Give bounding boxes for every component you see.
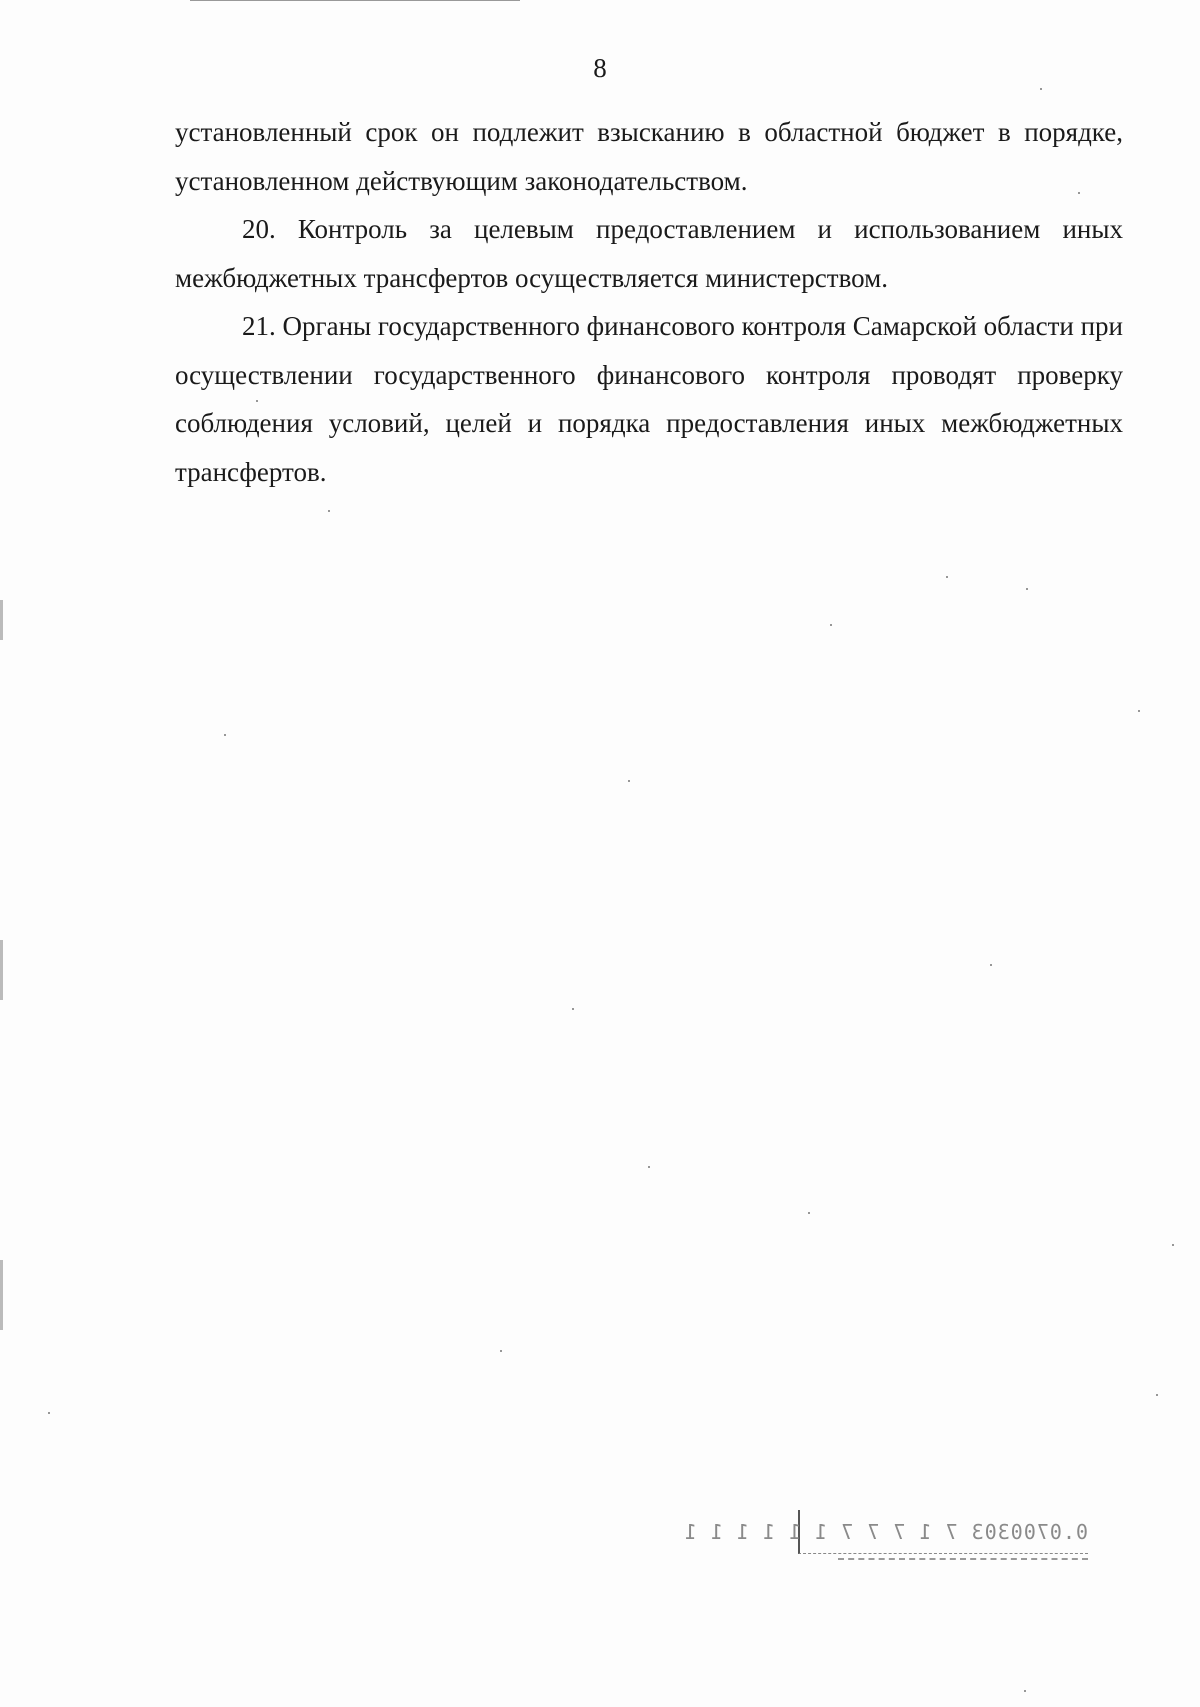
scan-speck — [500, 1350, 502, 1352]
page-number: 8 — [593, 53, 607, 83]
scan-speck — [830, 624, 832, 626]
scan-edge-line — [190, 0, 520, 1]
registration-stamp: 0.0700303 7 1 7 7 7 1 1 1 1 1 1 — [798, 1510, 1088, 1554]
scan-speck — [946, 576, 948, 578]
scan-speck — [224, 734, 226, 736]
scan-speck — [1172, 1244, 1174, 1246]
scan-speck — [48, 1412, 50, 1414]
scan-speck — [328, 510, 330, 512]
scan-speck — [1138, 710, 1140, 712]
scan-speck — [808, 1212, 810, 1214]
scan-edge-mark — [0, 1260, 3, 1330]
scan-speck — [1024, 1690, 1026, 1692]
scan-speck — [1078, 192, 1080, 194]
scan-speck — [1156, 1394, 1158, 1396]
stamp-underline — [838, 1558, 1088, 1566]
scan-edge-mark — [0, 600, 3, 640]
scan-speck — [628, 780, 630, 782]
scan-speck — [1026, 588, 1028, 590]
scan-speck — [990, 964, 992, 966]
paragraph-item-21: 21. Органы государственного финансового контроля Самарской области при осуществлении государственного финансового контроля проводят проверку соблюдения условий, целей и порядка предоставления иных межбюджетных трансфертов. — [175, 311, 1123, 487]
paragraph-continuation: установленный срок он подлежит взысканию в областной бюджет в порядке, установленном действующим законодательством. — [175, 117, 1123, 196]
paragraph-item-20: 20. Контроль за целевым предоставлением и использованием иных межбюджетных трансфертов осуществляется министерством. — [175, 214, 1123, 293]
scan-speck — [648, 1166, 650, 1168]
scan-speck — [1040, 88, 1042, 90]
document-body — [175, 108, 1123, 496]
scan-speck — [256, 400, 258, 402]
scan-speck — [572, 1008, 574, 1010]
scan-edge-mark — [0, 940, 3, 1000]
